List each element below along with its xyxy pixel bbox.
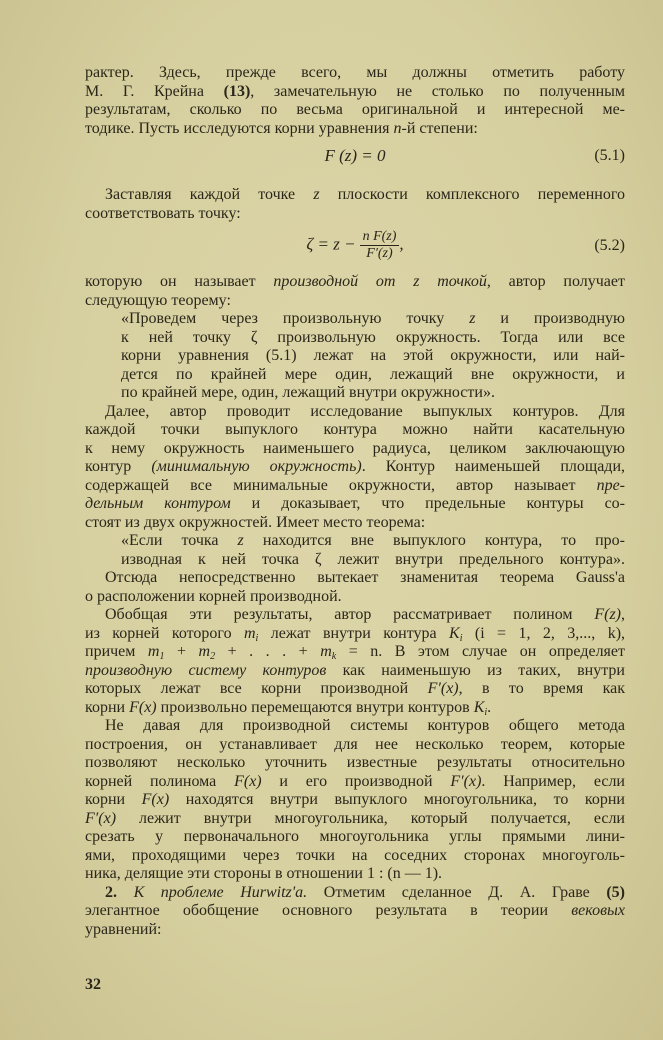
text-segment: построения, он устанавливает для нее несколько теорем, которые [85,735,625,753]
italic-text: дельным контуром [85,495,231,512]
italic-text: (минимальную окружность) [151,458,362,475]
text-line [85,921,625,940]
text-segment: ника, делящие эти стороны в отношении 1 : (n — 1). [85,865,443,882]
text-line [85,205,625,224]
quoted-theorem-line [85,347,625,366]
italic-text: F(x) [129,698,157,716]
text-segment: контур [85,458,152,475]
italic-text: F(x) [234,772,262,790]
italic-text: F′(x) [427,680,459,697]
text-segment: Отметим сделанное Д. А. Граве [307,883,607,901]
text-segment: Не давая для производной системы контуров общего метода [105,717,625,734]
text-line [85,828,625,847]
equation [85,223,625,273]
text-line [85,421,625,440]
text-segment: причем [85,643,148,660]
text-segment: лежит внутри многоугольника, который получается, если [116,809,625,827]
page-number: 32 [85,976,101,993]
text-line [85,643,625,662]
text-line [85,773,625,792]
text-line [85,186,625,205]
text-line [85,680,625,699]
italic-text: z [313,186,320,203]
text-segment: из корней которого [85,624,244,642]
italic-text: F′(x) [85,809,117,827]
text-segment: о расположении корней производной. [85,587,342,605]
text-segment: находятся внутри выпуклого многоугольника, то корни [169,791,625,808]
italic-text: К проблеме Hurwitz'а. [133,883,308,901]
text-segment: М. Г. Крейна [85,82,224,100]
text-segment: результатам, сколько по весьма оригинальной и интересной ме- [85,101,625,118]
italic-text: m [243,624,256,642]
italic-text: m [198,643,211,660]
fraction [360,229,400,262]
text-segment [117,884,134,901]
book-page-text [85,64,625,939]
text-line [85,101,625,120]
text-line [85,865,625,884]
subscript: i [484,706,488,718]
italic-text: производную систему контуров [85,661,327,679]
quoted-theorem-line [85,329,625,348]
quoted-theorem-line [85,532,625,551]
italic-text: F(z) [594,606,621,623]
equation-number: (5.2) [594,237,625,254]
text-line [85,791,625,810]
equation-number: (5.1) [594,147,625,164]
text-segment: содержащей все минимальные окружности, автор называет [85,476,597,494]
subscript: i [255,632,259,644]
text-segment: -й степени: [401,119,478,137]
text-segment: к нему окружность наименьшего радиуса, целиком заключающую [85,439,625,457]
text-line [85,736,625,755]
text-line [85,458,625,477]
subscript: k [331,651,337,662]
equation-expression [85,229,625,262]
text-segment: дется по крайней мере один, лежащий вне окружности, и [121,365,625,383]
text-line [85,625,625,644]
text-line [85,699,625,718]
text-segment: стоят из двух окружностей. Имеет место теорема: [85,513,426,531]
text-segment: следующую теорему: [85,291,231,309]
text-segment: элегантное обобщение основного результата в теории [85,902,572,919]
text-segment: , замечательную не столько по полученным [250,82,626,100]
text-segment: , в то время как [458,680,625,697]
text-segment: как наименьшую из таких, внутри [326,661,625,679]
text-segment: плоскости комплексного переменного [319,186,625,203]
text-line [85,754,625,773]
subscript: 2 [210,651,216,662]
text-segment: и его производной [261,772,451,790]
text-segment: + . . . + [215,643,321,660]
text-segment: корни [85,791,142,808]
italic-text: пре- [596,476,625,494]
bold-text: (5) [606,883,625,901]
text-segment: лежат внутри контура [258,624,450,642]
text-segment: рактер. Здесь, прежде всего, мы должны отметить работу [85,64,625,81]
text-segment: изводная к ней точка ζ лежит внутри предельного контура». [121,550,625,568]
italic-text: F′(x) [450,772,482,790]
text-segment: , [621,606,625,623]
text-line [85,120,625,139]
text-segment: , автор получает [486,273,625,290]
text-line [85,902,625,921]
italic-text: m [147,643,160,660]
text-segment: Обобщая эти результаты, автор рассматривает полином [105,606,595,623]
fraction-numerator: n F(z) [360,229,400,246]
equation-lhs: ζ = z − [306,234,356,254]
text-segment: . Например, если [481,772,625,790]
italic-text: m [320,643,332,660]
subscript: 1 [159,651,165,662]
text-segment: (i = 1, 2, 3,..., k), [462,624,626,642]
text-segment: корни [85,698,130,716]
text-segment: произвольно перемещаются внутри контуров [156,698,474,716]
text-segment: уравнений: [85,920,162,938]
bold-text: (13) [223,82,251,100]
text-segment: . [487,698,492,716]
text-segment: Отсюда непосредственно вытекает знаменитая теорема Gauss'а [105,569,625,586]
text-segment: тодике. Пусть исследуются корни уравнения [85,119,394,137]
italic-text: z [469,310,476,327]
text-line [85,569,625,588]
text-line [85,662,625,681]
text-segment: = n. В этом случае он определяет [336,643,626,660]
text-segment: находится вне выпуклого контура, то про- [243,532,626,549]
text-segment: которую он называет [85,273,274,290]
text-segment: позволяют несколько уточнить известные результаты относительно [85,754,625,771]
text-line [85,588,625,607]
quoted-theorem-line [85,366,625,385]
quoted-theorem-line [85,310,625,329]
equation [85,138,625,172]
spacer [85,172,625,186]
text-line [85,847,625,866]
quoted-theorem-line [85,384,625,403]
italic-text: K [473,698,485,716]
bold-text: 2. [105,883,117,901]
text-line [85,403,625,422]
subscript: i [459,632,463,644]
italic-text: вековых [571,902,625,919]
text-line [85,83,625,102]
text-segment: «Проведем через произвольную точку [121,310,470,327]
text-line [85,810,625,829]
text-segment: корней полинома [85,772,235,790]
text-segment: корни уравнения (5.1) лежат на этой окружности, или най- [121,347,625,364]
text-line [85,440,625,459]
text-segment: и доказывает, что предельные контуры со- [230,495,625,512]
quoted-theorem-line [85,551,625,570]
text-segment: Далее, автор проводит исследование выпуклых контуров. Для [105,402,625,420]
italic-text: F(x) [141,791,170,808]
text-segment: «Если точка [121,532,238,549]
text-line [85,292,625,311]
italic-text: производной от z точкой [273,273,487,290]
text-line [85,514,625,533]
text-segment: срезать у первоначального многоугольника углы прямыми лини- [85,828,625,845]
text-line [85,884,625,903]
text-segment: к ней точку ζ произвольную окружность. Тогда или все [121,328,625,346]
equation-tail: , [399,234,404,254]
fraction-denominator: F′(z) [366,246,393,261]
text-segment: по крайней мере, один, лежащий внутри окружности». [121,384,495,401]
text-line [85,273,625,292]
italic-text: K [449,624,460,642]
text-segment: + [164,643,199,660]
italic-text: z [237,532,244,549]
text-line [85,606,625,625]
text-line [85,495,625,514]
italic-text: n [393,119,402,137]
text-line [85,64,625,83]
text-segment: каждой точки выпуклого контура можно найти касательную [85,421,625,438]
text-segment: Заставляя каждой точке [105,186,314,203]
text-line [85,717,625,736]
text-segment: и производную [475,310,625,327]
text-segment: соответствовать точку: [85,204,241,222]
text-segment: которых лежат все корни производной [85,680,428,697]
text-line [85,477,625,496]
equation-expression: F (z) = 0 [324,146,386,165]
text-segment: ями, проходящими через точки на соседних сторонах многоуголь- [85,846,625,864]
text-segment: . Контур наименьшей площади, [361,458,626,475]
